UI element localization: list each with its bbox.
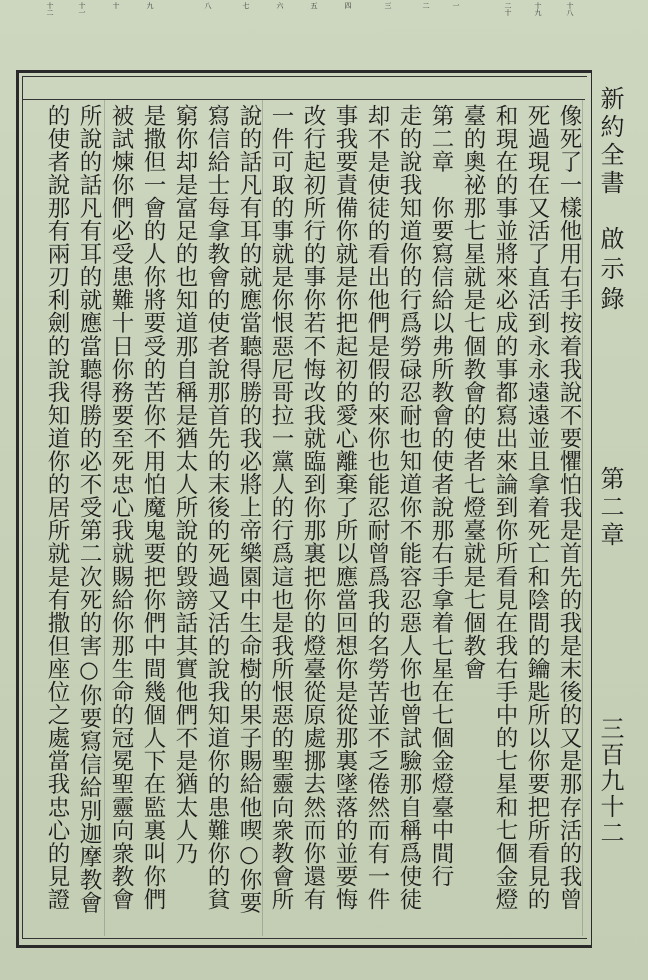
column-rule	[582, 100, 583, 936]
text-column: 像死了一樣他用右手按着我說不要懼怕我是首先的我是末後的又是那存活的我曾	[556, 104, 582, 911]
text-column: 改行起初所行的事你若不悔改我就臨到你那裏把你的燈臺從原處挪去然而你還有	[300, 104, 326, 911]
text-column: 的使者說那有兩刃利劍的說我知道你的居所就是有撒但座位之處當我忠心的見證	[44, 104, 70, 911]
verse-number: 二	[422, 2, 430, 9]
column-rule	[104, 100, 105, 936]
text-column: 臺的奧祕那七星就是七個教會的使者七燈臺就是七個教會	[460, 104, 486, 681]
text-column: 窮你却是富足的也知道那自稱是猶太人所說的毀謗話其實他們不是猶太人乃	[172, 104, 198, 865]
verse-number: 五	[310, 2, 318, 9]
column-rule	[262, 100, 263, 936]
verse-number: 七	[242, 2, 250, 9]
verse-number: 八	[204, 2, 212, 9]
text-column: 說的話凡有耳的就應當聽得勝的我必將上帝樂園中生命樹的果子賜給他喫○你要	[236, 104, 262, 915]
verse-number: 四	[344, 2, 352, 9]
text-column: 一件可取的事就是你恨惡尼哥拉一黨人的行爲這也是我所恨惡的聖靈向衆教會所	[268, 104, 294, 911]
text-column: 却不是使徒的看出他們是假的來你也能忍耐曾爲我的名勞苦並不乏倦然而有一件	[364, 104, 390, 911]
text-column: 事我要責備你就是你把起初的愛心離棄了所以應當回想你是從那裏墜落的並要悔	[332, 104, 358, 911]
verse-number: 二十	[504, 2, 512, 16]
book-title: 新約全書	[596, 86, 624, 198]
verse-number: 六	[276, 2, 284, 9]
verse-number: 十八	[566, 2, 574, 16]
book-name: 啟示錄	[596, 226, 624, 316]
text-column: 所說的話凡有耳的就應當聽得勝的必不受第二次死的害○你要寫信給別迦摩教會	[76, 104, 102, 915]
verse-number: 三	[384, 2, 392, 9]
verse-number: 九	[146, 2, 154, 9]
text-column: 寫信給士每拿教會的使者說那首先的末後的死過又活的說我知道你的患難你的貧	[204, 104, 230, 911]
page-number: 三百九十二	[596, 716, 624, 846]
verse-number: 十	[112, 2, 120, 9]
text-column: 和現在的事並將來必成的事都寫出來論到你所看見在我右手中的七星和七個金燈	[492, 104, 518, 911]
text-column: 被試煉你們必受患難十日你務要至死忠心我就賜給你那生命的冠冕聖靈向衆教會	[108, 104, 134, 911]
text-column: 走的說我知道你的行爲勞碌忍耐也知道你不能容忍惡人你也曾試驗那自稱爲使徒	[396, 104, 422, 911]
verse-number: 十九	[534, 2, 542, 16]
text-column: 是撒但一會的人你將要受的苦你不用怕魔鬼要把你們中間幾個人下在監裏叫你們	[140, 104, 166, 911]
text-column: 第二章 你要寫信給以弗所教會的使者說那右手拿着七星在七個金燈臺中間行	[428, 104, 454, 888]
verse-number-strip	[23, 77, 585, 100]
chapter-label: 第二章	[596, 466, 624, 550]
text-column: 死過現在又活了直活到永永遠遠並且拿着死亡和陰間的鑰匙所以你要把所看見的	[524, 104, 550, 911]
verse-number: 一	[452, 2, 460, 9]
verse-number: 十二	[46, 2, 54, 16]
verse-number: 十一	[78, 2, 86, 16]
